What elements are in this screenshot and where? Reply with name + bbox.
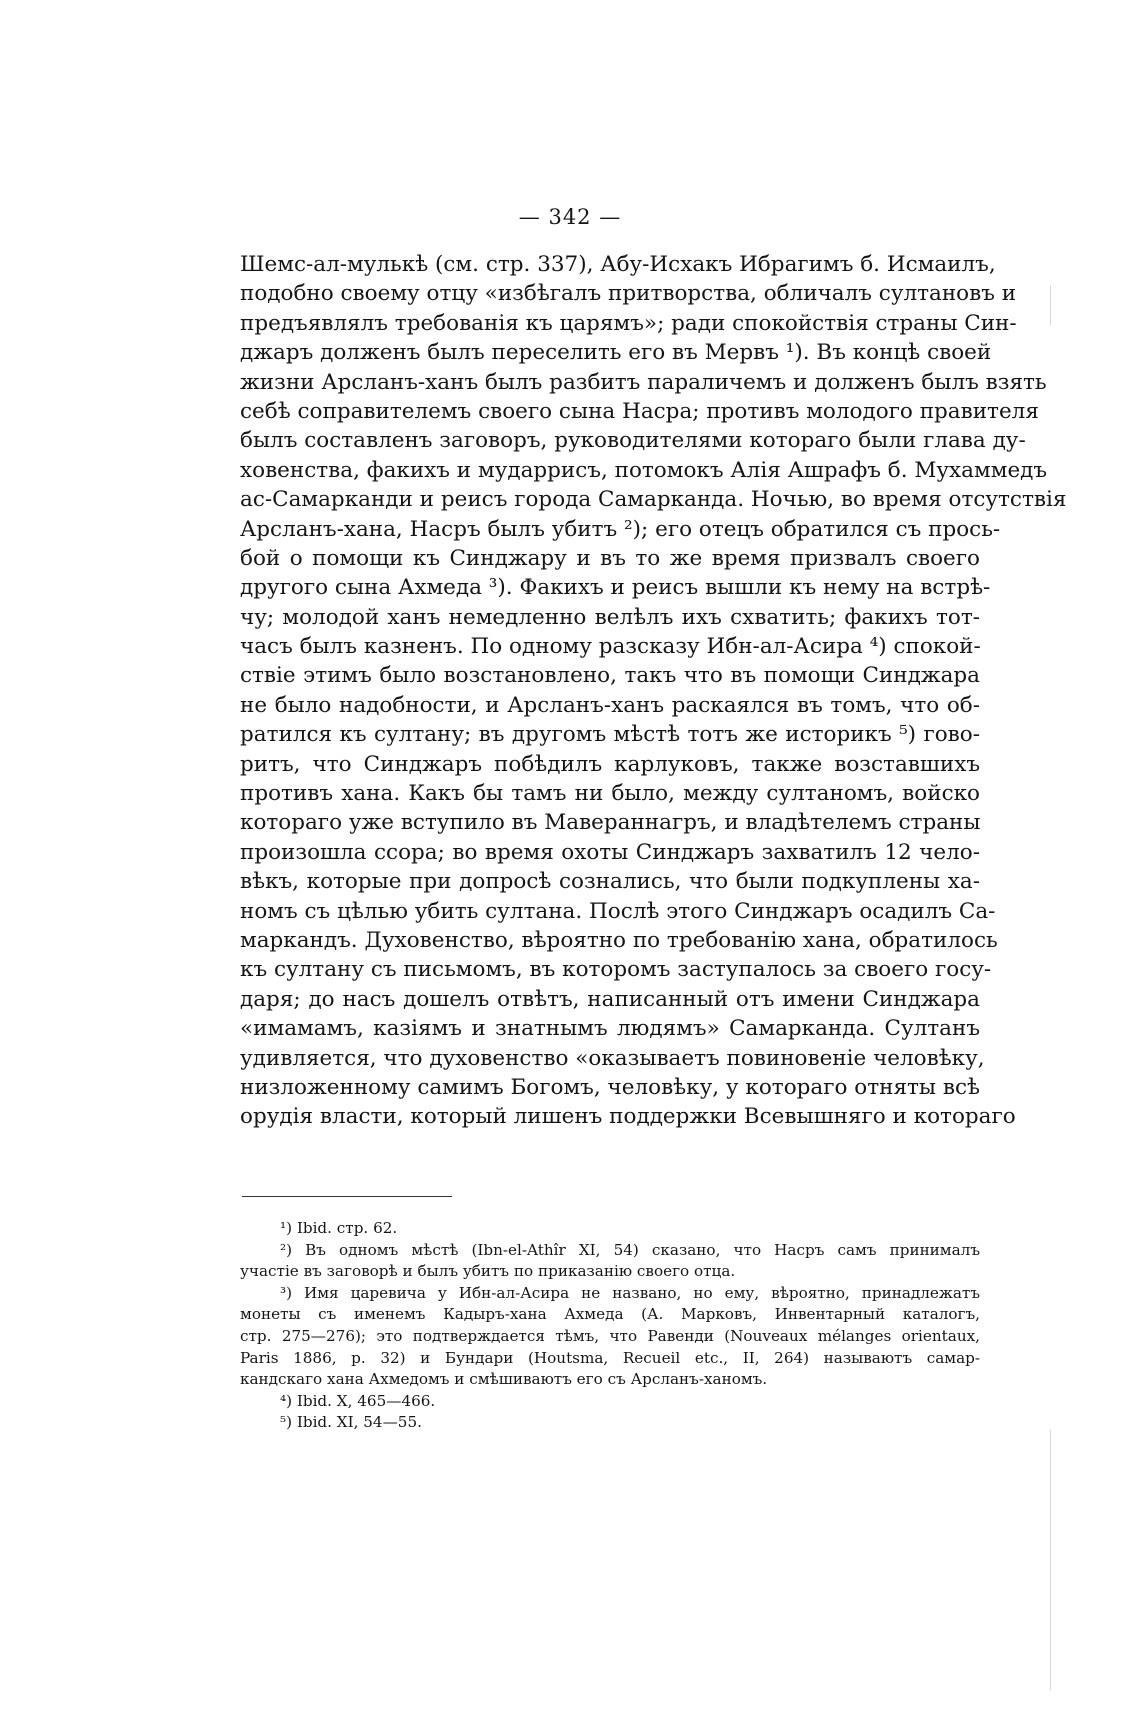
body-line: жизни Арсланъ-ханъ былъ разбитъ параличемъ и долженъ былъ взять [240,369,1047,395]
footnote-line: Paris 1886, p. 32) и Бундари (Houtsma, Recueil etc., II, 264) называютъ самар- [240,1348,980,1367]
body-line: «имамамъ, казіямъ и знатнымъ людямъ» Самарканда. Султанъ [240,1016,980,1042]
body-line: удивляется, что духовенство «оказываетъ повиновеніе человѣку, [240,1045,985,1071]
footnotes [240,1218,980,1434]
body-line: чу; молодой ханъ немедленно велѣлъ ихъ схватить; факихъ тот- [240,604,980,630]
body-line: ствіе этимъ было возстановлено, такъ что въ помощи Синджара [240,663,980,689]
footnote-line: кандскаго хана Ахмедомъ и смѣшиваютъ его съ Арсланъ-ханомъ. [240,1370,768,1389]
body-line: ратился къ султану; въ другомъ мѣстѣ тотъ же историкъ ⁵) гово- [240,722,980,748]
footnote-line: ³) Имя царевича у Ибн-ал-Асира не названо, но ему, вѣроятно, принадлежатъ [280,1283,980,1302]
footnote-line: ⁵) Ibid. XI, 54—55. [280,1413,422,1432]
body-text [240,250,1067,1132]
body-line: произошла ссора; во время охоты Синджаръ захватилъ 12 чело- [240,839,980,865]
footnote-line: ⁴) Ibid. X, 465—466. [280,1391,436,1410]
body-line: не было надобности, и Арсланъ-ханъ раскаялся въ томъ, что об- [240,692,980,718]
body-line: былъ составленъ заговоръ, руководителями котораго были глава ду- [240,428,1026,454]
body-line: ховенства, факихъ и мударрисъ, потомокъ Алія Ашрафъ б. Мухаммедъ [240,457,1048,483]
body-line: вѣкъ, которые при допросѣ сознались, что были подкуплены ха- [240,869,980,895]
body-line: подобно своему отцу «избѣгалъ притворства, обличалъ султановъ и [240,281,1017,307]
footnote-divider [242,1196,452,1197]
footnote-line: стр. 275—276); это подтверждается тѣмъ, что Равенди (Nouveaux mélanges orientaux, [240,1326,980,1345]
body-line: себѣ соправителемъ своего сына Насра; противъ молодого правителя [240,398,1039,424]
body-line: Шемс-ал-мулькѣ (см. стр. 337), Абу-Исхакъ Ибрагимъ б. Исмаилъ, [240,252,996,277]
body-line: даря; до насъ дошелъ отвѣтъ, написанный отъ имени Синджара [240,986,980,1012]
body-line: Арсланъ-хана, Насръ былъ убитъ ²); его отецъ обратился съ прось- [240,516,1001,542]
body-line: часъ былъ казненъ. По одному разсказу Ибн-ал-Асира ⁴) спокой- [240,634,981,660]
body-line: другого сына Ахмеда ³). Факихъ и реисъ вышли къ нему на встрѣ- [240,575,991,601]
footnote-line: ²) Въ одномъ мѣстѣ (Ibn-el-Athîr XI, 54) сказано, что Насръ самъ принималъ [280,1240,980,1259]
page-number: — 342 — [518,205,622,229]
body-line: противъ хана. Какъ бы тамъ ни было, между султаномъ, войско [240,781,980,807]
body-line: ас-Самарканди и реисъ города Самарканда. Ночью, во время отсутствія [240,487,1067,513]
footnote-line: участіе въ заговорѣ и былъ убитъ по приказанію своего отца. [240,1262,736,1281]
body-line: маркандъ. Духовенство, вѣроятно по требованію хана, обратилось [240,927,998,953]
body-line: ритъ, что Синджаръ побѣдилъ карлуковъ, также возставшихъ [240,751,980,777]
body-line: джаръ долженъ былъ переселить его въ Мервъ ¹). Въ концѣ своей [240,340,992,366]
body-line: низложенному самимъ Богомъ, человѣку, у котораго отняты всѣ [240,1074,980,1100]
body-line: котораго уже вступило въ Мавераннагръ, и владѣтелемъ страны [240,810,981,836]
body-line: номъ съ цѣлью убить султана. Послѣ этого Синджаръ осадилъ Са- [240,898,996,924]
footnote-line: монеты съ именемъ Кадыръ-хана Ахмеда (А. Марковъ, Инвентарный каталогъ, [240,1305,980,1324]
margin-mark [1050,285,1051,325]
footnote-line: ¹) Ibid. стр. 62. [280,1219,398,1237]
body-line: орудія власти, который лишенъ поддержки Всевышняго и котораго [240,1104,1016,1130]
body-line: къ султану съ письмомъ, въ которомъ заступалось за своего госу- [240,957,992,983]
body-line: бой о помощи къ Синджару и въ то же время призвалъ своего [240,545,980,571]
body-line: предъявлялъ требованія къ царямъ»; ради спокойствія страны Син- [240,310,1017,336]
margin-mark [1050,1430,1051,1690]
